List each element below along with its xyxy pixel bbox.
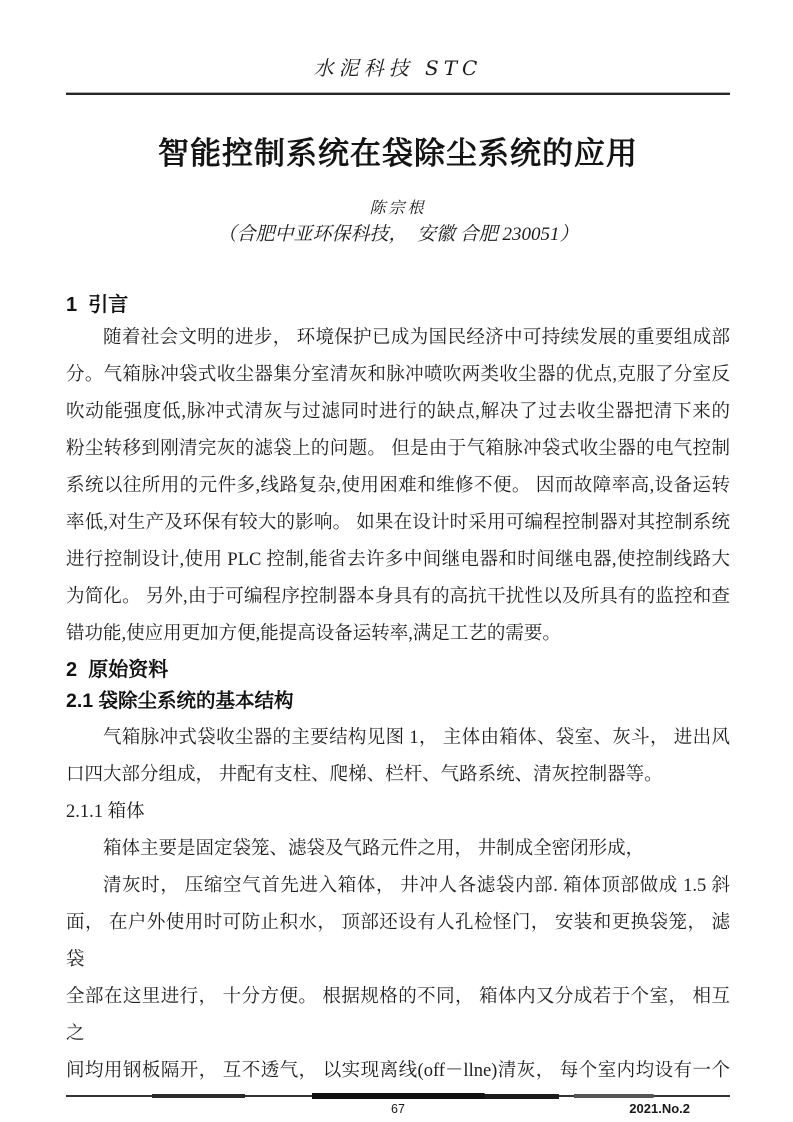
text-line: 气箱脉冲式袋收尘器的主要结构见图 1， 主体由箱体、袋室、灰斗， 进出风 [103,728,730,748]
footer-row [66,1101,730,1117]
subsubsection-heading: 2.1.1 箱体 [66,802,145,822]
footer-rule [66,1093,730,1099]
text-line: 分。气箱脉冲袋式收尘器集分室清灰和脉冲喷吹两类收尘器的优点,克服了分室反 [66,365,730,385]
text-line: 率低,对生产及环保有较大的影响。 如果在设计时采用可编程控制器对其控制系统 [66,513,730,533]
journal-name: 水泥科技 STC [313,56,483,80]
text-line: 为简化。 另外,由于可编程序控制器本身具有的高抗干扰性以及所具有的监控和查 [66,587,730,607]
page-footer [66,1093,730,1117]
text-line: 进行控制设计,使用 PLC 控制,能省去许多中间继电器和时间继电器,使控制线路大 [66,550,730,570]
article-body [66,290,730,1090]
header-rule [66,92,730,95]
subsection-heading: 2.1 袋除尘系统的基本结构 [66,690,294,712]
text-line: 错功能,使应用更加方便,能提高设备运转率,满足工艺的需要。 [66,624,561,644]
author-affiliation: （合肥中亚环保科技， 安徽 合肥 230051） [217,224,579,245]
text-line: 面， 在户外使用时可防止积水， 顶部还设有人孔检怪门， 安装和更换袋笼， 滤袋 [66,913,730,970]
section-heading: 1 引言 [66,294,129,316]
text-line: 口四大部分组成， 井配有支柱、爬梯、栏杆、气路系统、清灰控制器等。 [66,765,663,785]
text-line: 吹动能强度低,脉冲式清灰与过滤同时进行的缺点,解决了过去收尘器把清下来的 [66,402,730,422]
text-line: 随着社会文明的进步， 环境保护已成为国民经济中可持续发展的重要组成部 [103,328,730,348]
section-heading: 2 原始资料 [66,659,169,681]
text-line: 箱体主要是固定袋笼、滤袋及气路元件之用， 井制成全密闭形成， [103,839,645,859]
text-line: 间均用钢板隔开， 互不透气， 以实现离线(off－llne)清灰， 每个室内均设有一个 [66,1061,730,1081]
author-name: 陈宗根 [369,200,427,217]
page-number: 67 [391,1102,405,1116]
article-title: 智能控制系统在袋除尘系统的应用 [158,136,638,171]
text-line: 系统以往所用的元件多,线路复杂,使用困难和维修不便。 因而故障率高,设备运转 [66,476,730,496]
text-line: 粉尘转移到刚清完灰的滤袋上的问题。 但是由于气箱脉冲袋式收尘器的电气控制 [66,439,730,459]
text-line: 全部在这里进行， 十分方便。 根据规格的不同， 箱体内又分成若于个室， 相互之 [66,987,730,1044]
text-line: 清灰时， 压缩空气首先进入箱体， 井冲人各滤袋内部. 箱体顶部做成 1.5 斜 [103,876,730,896]
issue-label: 2021.No.2 [629,1101,690,1116]
